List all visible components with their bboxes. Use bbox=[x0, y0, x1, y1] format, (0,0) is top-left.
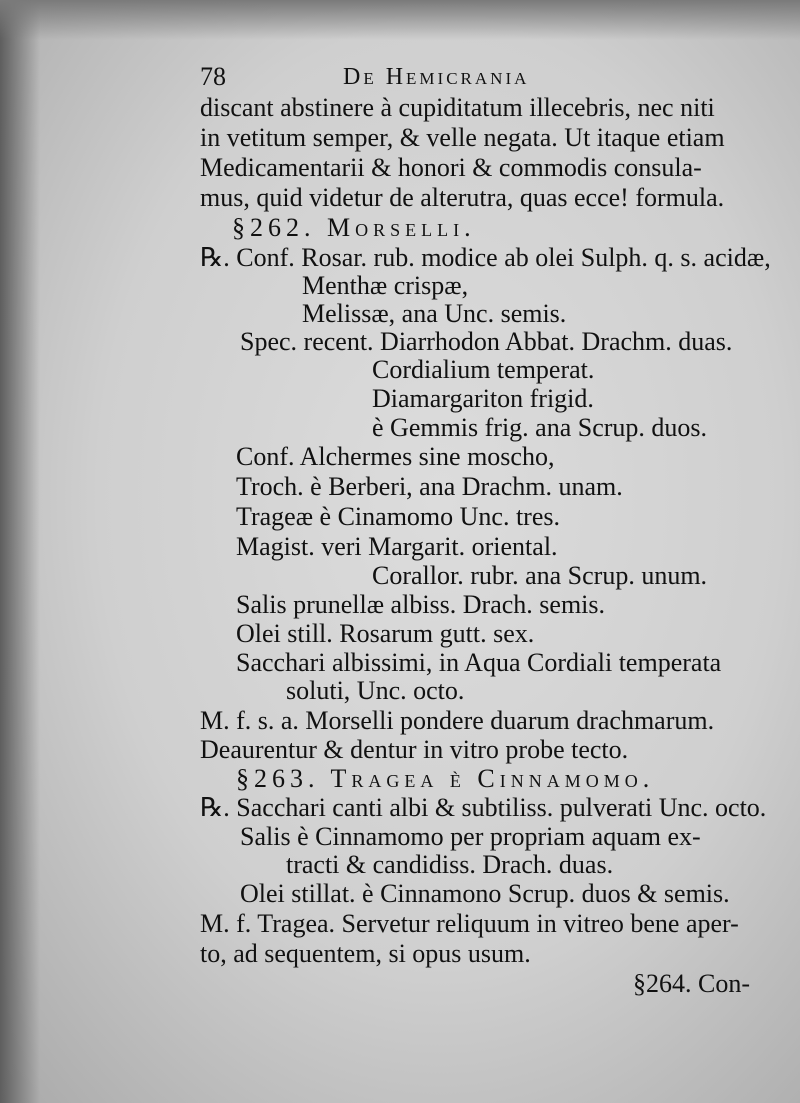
text-line: Conf. Alchermes sine moscho, bbox=[236, 442, 555, 471]
text-line: to, ad sequentem, si opus usum. bbox=[200, 939, 531, 968]
text-line: tracti & candidiss. Drach. duas. bbox=[286, 850, 614, 879]
text-line: Diamargariton frigid. bbox=[372, 384, 594, 413]
text-line: discant abstinere à cupiditatum illecebris, nec niti bbox=[200, 93, 715, 122]
text-line: Corallor. rubr. ana Scrup. unum. bbox=[372, 561, 708, 590]
text-line: Olei still. Rosarum gutt. sex. bbox=[236, 619, 535, 648]
text-line: mus, quid videtur de alterutra, quas ecce! formula. bbox=[200, 183, 725, 212]
text-line: Menthæ crispæ, bbox=[302, 271, 469, 300]
text-line: M. f. Tragea. Servetur reliquum in vitreo bene aper- bbox=[200, 909, 739, 938]
catchword: §264. Con- bbox=[633, 969, 750, 998]
section-heading-263: §263. Tragea è Cinnamomo. bbox=[236, 764, 655, 793]
section-heading-262: §262. Morselli. bbox=[232, 213, 476, 242]
text-line: Salis è Cinnamomo per propriam aquam ex- bbox=[240, 822, 701, 851]
text-line: soluti, Unc. octo. bbox=[286, 676, 465, 705]
text-line: ℞. Sacchari canti albi & subtiliss. pulverati Unc. octo. bbox=[200, 793, 767, 822]
page-shadow-top bbox=[0, 0, 800, 40]
text-line: M. f. s. a. Morselli pondere duarum drachmarum. bbox=[200, 706, 715, 735]
text-line: ℞. Conf. Rosar. rub. modice ab olei Sulph. q. s. acidæ, bbox=[200, 243, 771, 272]
text-line: Salis prunellæ albiss. Drach. semis. bbox=[236, 590, 606, 619]
text-line: Melissæ, ana Unc. semis. bbox=[302, 299, 567, 328]
text-line: Troch. è Berberi, ana Drachm. unam. bbox=[236, 472, 623, 501]
text-line: in vetitum semper, & velle negata. Ut itaque etiam bbox=[200, 123, 725, 152]
running-title: De Hemicrania bbox=[343, 64, 530, 90]
text-line: Cordialium temperat. bbox=[372, 355, 595, 384]
text-line: Deaurentur & dentur in vitro probe tecto. bbox=[200, 735, 629, 764]
text-line: Sacchari albissimi, in Aqua Cordiali temperata bbox=[236, 648, 722, 677]
text-line: Olei stillat. è Cinnamono Scrup. duos & semis. bbox=[240, 879, 730, 908]
text-line: Spec. recent. Diarrhodon Abbat. Drachm. duas. bbox=[240, 327, 733, 356]
text-line: è Gemmis frig. ana Scrup. duos. bbox=[372, 413, 708, 442]
page-number: 78 bbox=[200, 62, 226, 91]
text-line: Medicamentarii & honori & commodis consula- bbox=[200, 153, 702, 182]
text-line: Magist. veri Margarit. oriental. bbox=[236, 532, 558, 561]
page-shadow-left bbox=[0, 0, 40, 1103]
text-line: Trageæ è Cinamomo Unc. tres. bbox=[236, 502, 560, 531]
